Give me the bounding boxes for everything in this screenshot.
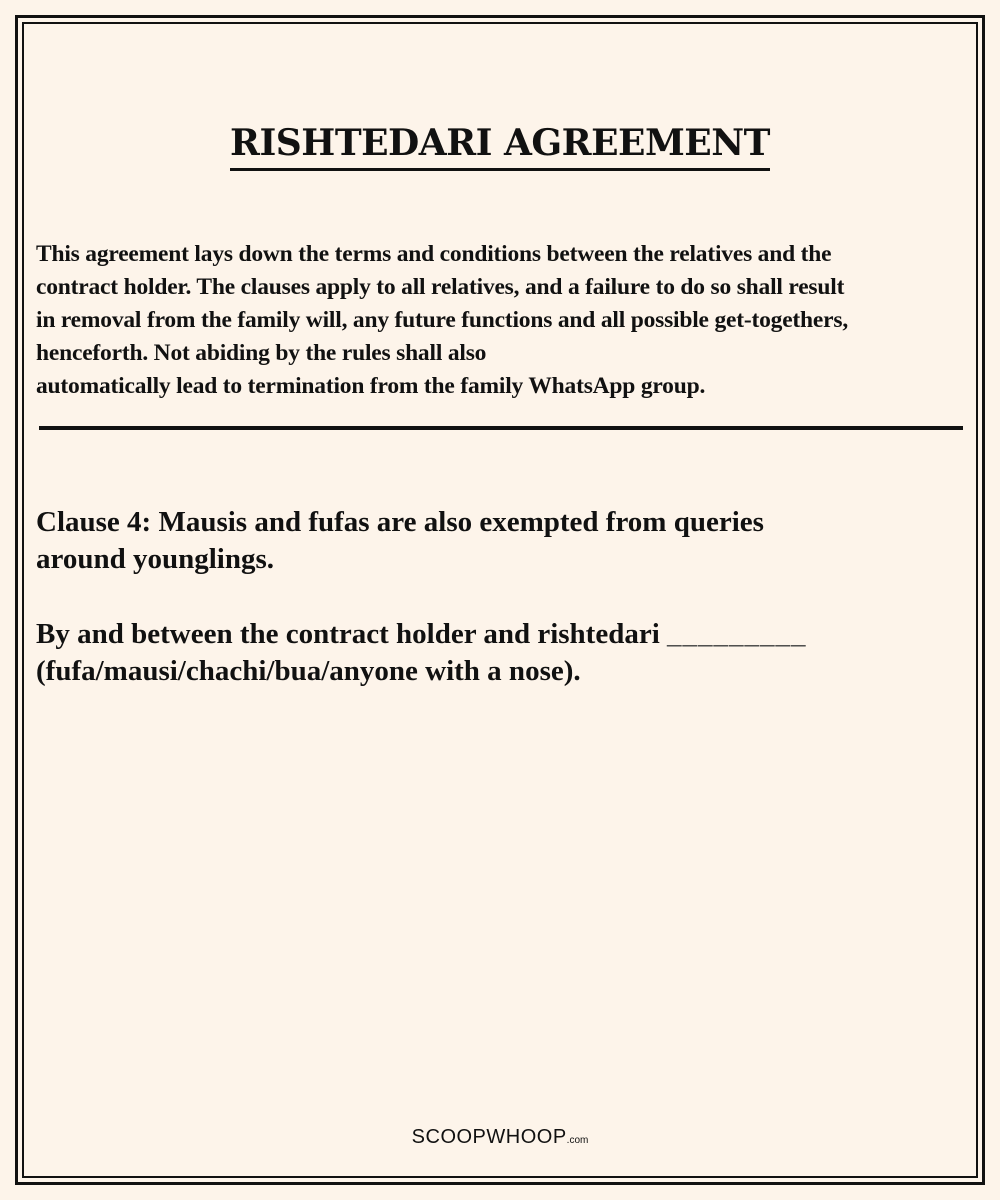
clause-paragraph — [36, 504, 936, 578]
brand-name: SCOOPWHOOP — [411, 1126, 567, 1148]
clause-line: Clause 4: Mausis and fufas are also exempted from queries — [36, 506, 764, 538]
document-title — [0, 118, 1000, 171]
brand-suffix: .com — [566, 1135, 589, 1146]
inner-frame — [22, 22, 978, 1178]
parties-options: (fufa/mausi/chachi/bua/anyone with a nose). — [36, 655, 581, 687]
parties-paragraph — [36, 616, 956, 690]
intro-line: henceforth. Not abiding by the rules shall also — [36, 340, 487, 366]
intro-line: in removal from the family will, any future functions and all possible get-togethers, — [36, 307, 849, 333]
clause-line: around younglings. — [36, 543, 275, 575]
intro-line: contract holder. The clauses apply to all relatives, and a failure to do so shall result — [36, 274, 845, 300]
parties-text: By and between the contract holder and rishtedari — [36, 618, 660, 650]
brand-logo — [0, 1126, 1000, 1149]
signature-blank: _________ — [667, 618, 807, 650]
intro-line: This agreement lays down the terms and conditions between the relatives and the — [36, 241, 832, 267]
intro-line: automatically lead to termination from the family WhatsApp group. — [36, 373, 706, 399]
document-title-text: RISHTEDARI AGREEMENT — [230, 118, 770, 171]
parties-line — [36, 616, 956, 653]
intro-paragraph — [36, 238, 966, 403]
section-divider — [39, 426, 963, 430]
